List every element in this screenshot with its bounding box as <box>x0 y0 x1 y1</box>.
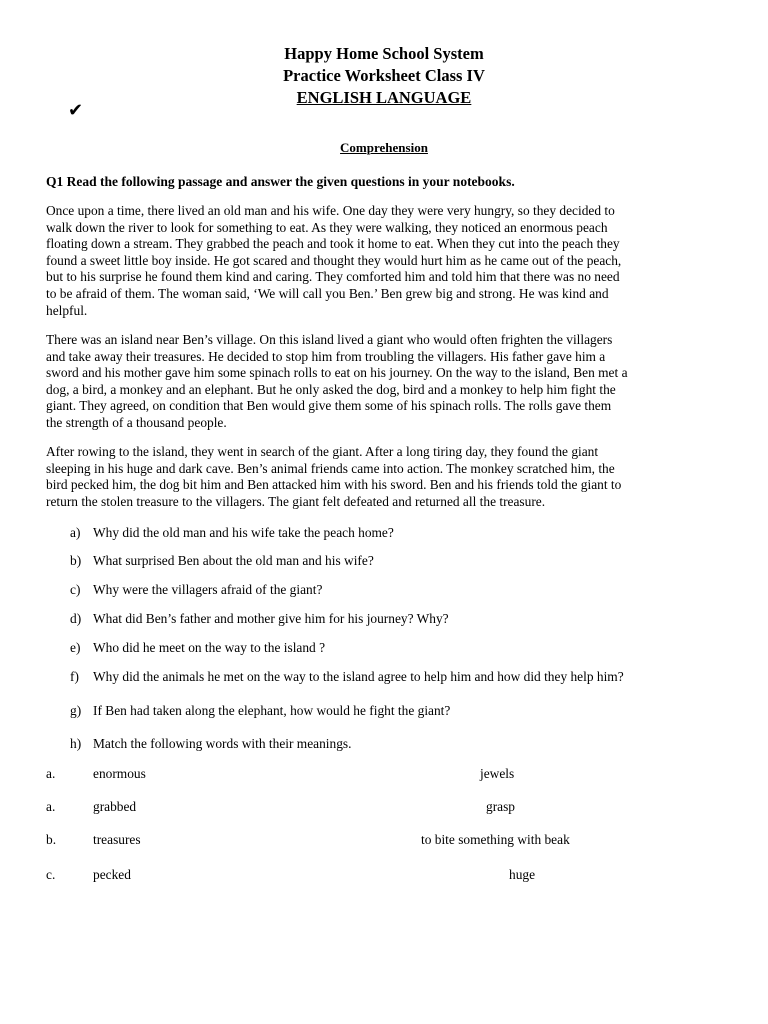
question-text: Why did the old man and his wife take the peach home? <box>93 525 394 540</box>
match-row <box>46 866 746 884</box>
question-item <box>70 581 322 598</box>
match-word: treasures <box>93 832 141 847</box>
match-meaning: grasp <box>486 799 516 814</box>
question-text: Why were the villagers afraid of the giant? <box>93 582 323 597</box>
passage-paragraph <box>46 332 722 432</box>
subject-title: ENGLISH LANGUAGE <box>296 88 472 107</box>
school-name: Happy Home School System <box>284 44 484 63</box>
match-word: pecked <box>93 867 131 882</box>
passage-line: but to his surprise he found them kind and caring. They comforted him and told him that there was no need <box>46 269 620 285</box>
passage-paragraph <box>46 444 722 510</box>
question-item <box>70 552 374 569</box>
passage-line: walk down the river to look for something to eat. As they were walking, they noticed an enormous peach <box>46 219 608 235</box>
passage-line: to be afraid of them. The woman said, ‘We will call you Ben.’ Ben grew big and strong. He was kind and <box>46 285 609 301</box>
question-item <box>70 668 624 685</box>
match-word: enormous <box>93 766 146 781</box>
section-title: Comprehension <box>340 140 428 155</box>
match-meaning: huge <box>509 867 536 882</box>
question-marker: d) <box>70 611 82 626</box>
question-marker: f) <box>70 669 79 684</box>
question-marker: g) <box>70 703 82 718</box>
match-meaning: to bite something with beak <box>421 832 570 847</box>
question-text: Why did the animals he met on the way to the island agree to help him and how did they help him? <box>93 669 624 684</box>
question-text: What did Ben’s father and mother give him for his journey? Why? <box>93 611 449 626</box>
question-text: Match the following words with their meanings. <box>93 736 352 751</box>
question-marker: a) <box>70 525 81 540</box>
passage-line: giant. They agreed, on condition that Ben would give them some of his spinach rolls. The rolls gave them <box>46 398 612 414</box>
passage-line: dog, a bird, a monkey and an elephant. But he only asked the dog, bird and a monkey to help him fight the <box>46 381 616 397</box>
question-marker: e) <box>70 640 81 655</box>
question-prompt: Q1 Read the following passage and answer the given questions in your notebooks. <box>46 174 515 189</box>
passage-line: found a sweet little boy inside. He got scared and thought they would hurt him as he came out of the peach, <box>46 252 622 268</box>
check-icon: ✔ <box>68 100 84 121</box>
match-meaning: jewels <box>480 766 515 781</box>
question-text: What surprised Ben about the old man and his wife? <box>93 553 374 568</box>
match-row <box>46 831 746 849</box>
match-row <box>46 765 746 783</box>
passage-line: helpful. <box>46 302 88 318</box>
match-row <box>46 798 746 816</box>
match-label: a. <box>46 799 56 814</box>
passage-paragraph <box>46 203 722 319</box>
passage-line: the strength of a thousand people. <box>46 414 227 430</box>
passage-line: floating down a stream. They grabbed the peach and took it home to eat. When they cut into the peach they <box>46 236 620 252</box>
question-item <box>70 524 394 541</box>
question-marker: b) <box>70 553 82 568</box>
match-label: c. <box>46 867 56 882</box>
match-word: grabbed <box>93 799 137 814</box>
match-label: b. <box>46 832 57 847</box>
passage-line: return the stolen treasure to the villagers. The giant felt defeated and returned all the treasure. <box>46 493 546 509</box>
passage-line: After rowing to the island, they went in search of the giant. After a long tiring day, they found the giant <box>46 444 599 459</box>
question-item <box>70 610 449 627</box>
question-text: If Ben had taken along the elephant, how would he fight the giant? <box>93 703 451 718</box>
passage-line: sleeping in his huge and dark cave. Ben’s animal friends came into action. The monkey scratched him, the <box>46 460 615 476</box>
question-item <box>70 639 325 656</box>
passage-line: sword and his mother gave him some spinach rolls to eat on his journey. On the way to the island, Ben met a <box>46 365 628 381</box>
passage-line: Once upon a time, there lived an old man and his wife. One day they were very hungry, so they decided to <box>46 203 615 218</box>
question-text: Who did he meet on the way to the island ? <box>93 640 326 655</box>
question-marker: c) <box>70 582 81 597</box>
question-marker: h) <box>70 736 82 751</box>
question-item <box>70 735 351 752</box>
question-item <box>70 702 450 719</box>
match-label: a. <box>46 766 56 781</box>
passage-line: and take away their treasures. He decided to stop him from troubling the villagers. His father gave him a <box>46 348 606 364</box>
passage-line: There was an island near Ben’s village. On this island lived a giant who would often frighten the villagers <box>46 332 613 347</box>
passage-line: bird pecked him, the dog bit him and Ben attacked him with his sword. Ben and his friends told the giant to <box>46 477 622 493</box>
worksheet-title: Practice Worksheet Class IV <box>283 66 485 85</box>
